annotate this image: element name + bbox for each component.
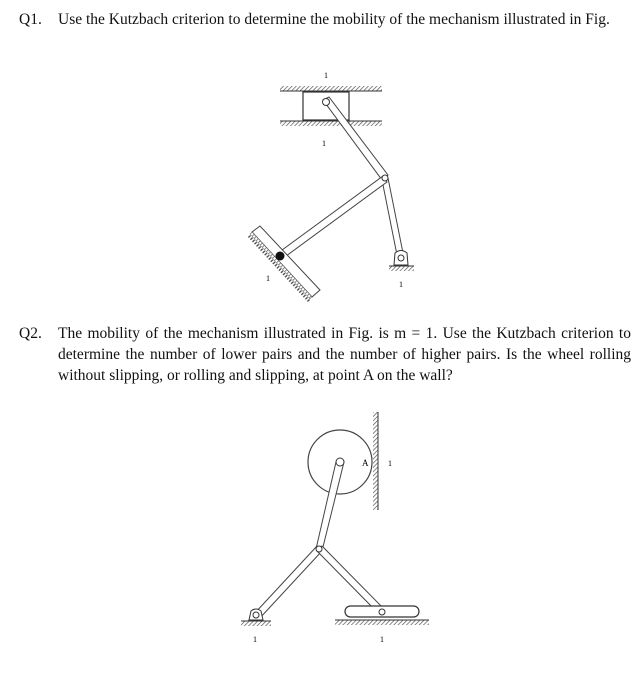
question-2	[19, 323, 631, 386]
wall-hatch	[373, 412, 378, 510]
figure-1-mechanism	[230, 60, 430, 310]
label-point-a: A	[362, 458, 369, 468]
pin-joint	[336, 458, 344, 466]
ground-hatch	[335, 620, 429, 625]
label-ground: 1	[253, 635, 257, 644]
pin-joint	[316, 546, 322, 552]
link-rocker	[382, 178, 404, 260]
label-ground: 1	[388, 459, 392, 468]
link-long	[278, 176, 387, 259]
label-ground: 1	[399, 280, 403, 289]
slider-joint-filled	[276, 252, 285, 261]
label-ground: 1	[324, 71, 328, 80]
figure-2-mechanism	[230, 405, 440, 655]
ground-hatch	[389, 266, 414, 271]
question-1-number: Q1.	[19, 11, 42, 28]
question-2-number: Q2.	[19, 325, 42, 342]
label-ground: 1	[380, 635, 384, 644]
pin-joint	[253, 612, 259, 618]
link-left	[254, 546, 322, 619]
link-right	[317, 546, 384, 614]
ground-hatch	[241, 621, 271, 626]
ground-hatch	[280, 86, 382, 91]
question-2-text: The mobility of the mechanism illustrated in Fig. is m = 1. Use the Kutzbach criterion to determine the number of lower pairs and the number of higher pairs. Is the wheel rolling without slipping, or rolling and slipping, at point A on the wall?	[58, 325, 631, 384]
pin-joint	[323, 99, 330, 106]
question-1-text: Use the Kutzbach criterion to determine the mobility of the mechanism illustrated in Fig.	[58, 11, 610, 28]
ground-hatch	[280, 121, 382, 126]
pin-joint	[382, 175, 388, 181]
question-1	[19, 9, 631, 30]
link-coupler	[323, 97, 388, 180]
label-ground: 1	[322, 139, 326, 148]
pin-joint	[379, 609, 385, 615]
label-ground: 1	[266, 274, 270, 283]
